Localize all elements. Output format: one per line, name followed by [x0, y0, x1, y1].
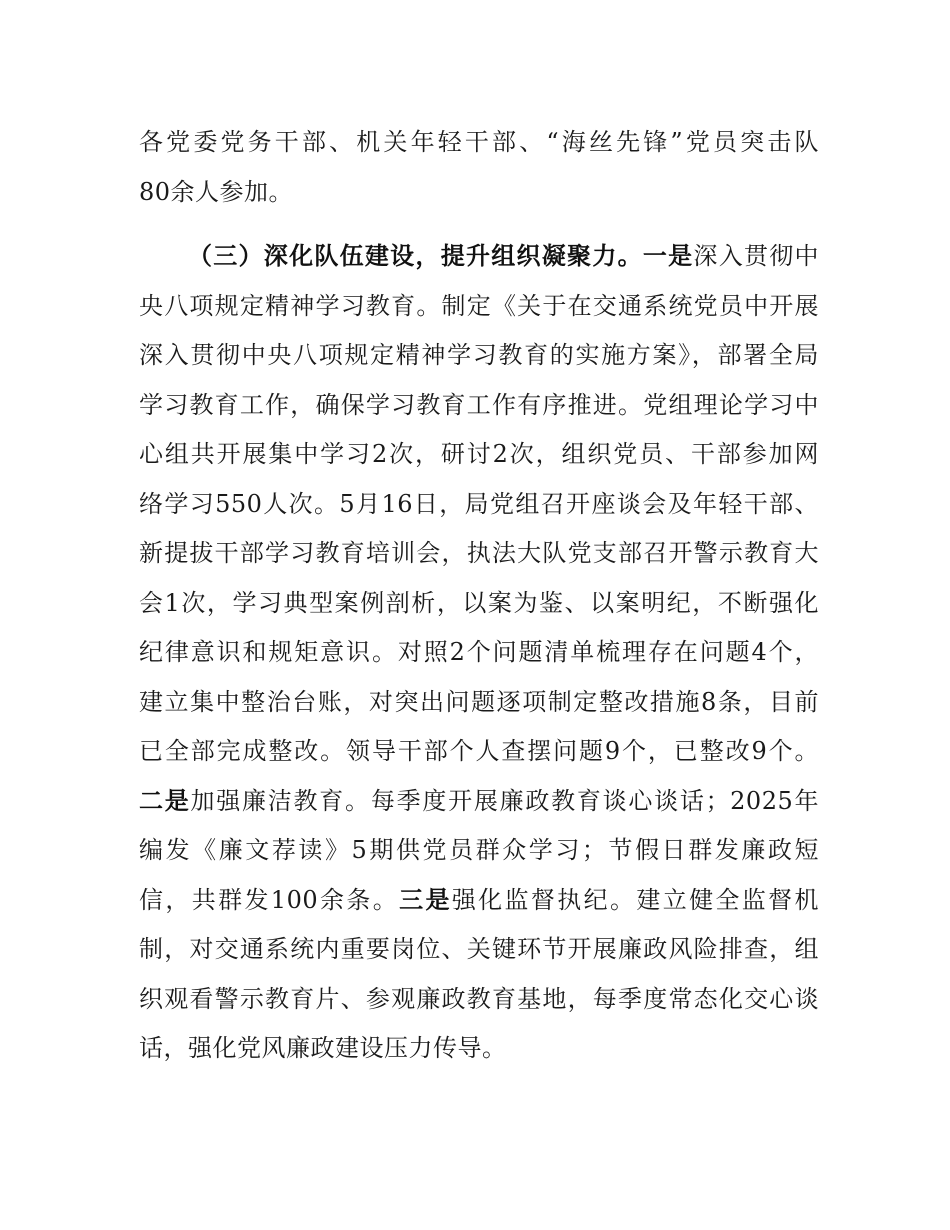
- body-line-2: 央八项规定精神学习教育。制定《关于在交通系统党员中开展: [139, 292, 819, 320]
- body-line14-rest: 强化监督执纪。建立健全监督机: [451, 886, 819, 914]
- body-line-9: 纪律意识和规矩意识。对照2个问题清单梳理存在问题4个，: [139, 638, 819, 666]
- section3-line1-rest: 深入贯彻中: [693, 242, 819, 270]
- body-line-12: [139, 783, 819, 819]
- intro-line-2: 80余人参加。: [139, 178, 294, 206]
- body-line-17: 话，强化党风廉政建设压力传导。: [139, 1034, 507, 1062]
- body-line-3: 深入贯彻中央八项规定精神学习教育的实施方案》，部署全局: [139, 341, 819, 369]
- body-line-5: 心组共开展集中学习2次，研讨2次，组织党员、干部参加网: [139, 440, 819, 468]
- body-line-14: [139, 882, 819, 918]
- intro-line-1: 各党委党务干部、机关年轻干部、“海丝先锋”党员突击队: [139, 128, 819, 156]
- lead-second: 二是: [139, 786, 191, 815]
- body-line-16: 织观看警示教育片、参观廉政教育基地，每季度常态化交心谈: [139, 985, 819, 1013]
- body-line12-rest: 加强廉洁教育。每季度开展廉政教育谈心谈话；2025年: [190, 787, 819, 815]
- section3-heading: （三）深化队伍建设，提升组织凝聚力。: [188, 241, 643, 270]
- body-line-8: 会1次，学习典型案例剖析，以案为鉴、以案明纪，不断强化: [139, 589, 819, 617]
- body-line-13: 编发《廉文荐读》5期供党员群众学习；节假日群发廉政短: [139, 836, 819, 864]
- section3-line-1: [188, 238, 819, 274]
- body-line-6: 络学习550人次。5月16日，局党组召开座谈会及年轻干部、: [139, 490, 819, 518]
- body-line-11: 已全部完成整改。领导干部个人查摆问题9个，已整改9个。: [139, 737, 819, 765]
- body-line14-start: 信，共群发100余条。: [139, 886, 400, 914]
- body-line-4: 学习教育工作，确保学习教育工作有序推进。党组理论学习中: [139, 391, 819, 419]
- body-line-10: 建立集中整治台账，对突出问题逐项制定整改措施8条，目前: [139, 688, 819, 716]
- body-line-15: 制，对交通系统内重要岗位、关键环节开展廉政风险排查，组: [139, 935, 819, 963]
- body-line-7: 新提拔干部学习教育培训会，执法大队党支部召开警示教育大: [139, 539, 819, 567]
- lead-third: 三是: [399, 885, 452, 914]
- lead-first: 一是: [642, 241, 694, 270]
